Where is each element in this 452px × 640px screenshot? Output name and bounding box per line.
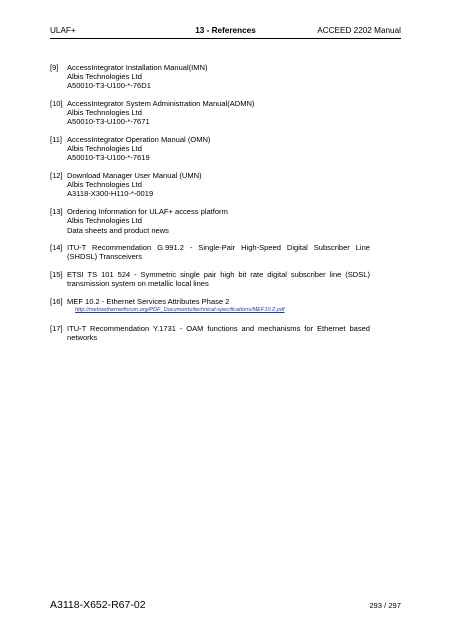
reference-number: [13] [50,207,63,217]
reference-number: [16] [50,297,63,307]
reference-publisher: Albis Technologies Ltd [67,144,142,154]
reference-link[interactable]: http://metroethernetforum.org/PDF_Documents/technical-specifications/MEF10.2.pdf [75,307,285,314]
reference-item-13 [50,207,370,234]
reference-title: MEF 10.2 - Ethernet Services Attributes Phase 2 [67,297,230,307]
reference-title: AccessIntegrator Installation Manual(IMN) [67,63,208,72]
reference-title: AccessIntegrator Operation Manual (OMN) [67,135,211,145]
header-divider [50,38,401,39]
header-product: ULAF+ [50,26,76,35]
reference-item-17 [50,324,370,342]
reference-number: [14] [50,243,63,253]
reference-doc-id: A50010-T3-U100-*-7671 [67,117,150,127]
reference-doc-id: A50010-T3-U100-*-76D1 [67,81,151,91]
reference-item-15 [50,270,370,288]
reference-item-9 [50,63,370,90]
reference-text: ITU-T Recommendation Y.1731 - OAM functions and mechanisms for Ethernet based networks [67,324,370,343]
reference-text: ETSI TS 101 524 - Symmetric single pair high bit rate digital subscriber line (SDSL) transmission system on metallic local lines [67,270,370,289]
reference-number: [15] [50,270,63,280]
reference-item-14 [50,243,370,261]
reference-number: [10] [50,99,63,109]
header-manual-title: ACCEED 2202 Manual [317,26,401,35]
reference-publisher: Albis Technologies Ltd [67,72,142,82]
reference-item-16 [50,297,370,315]
page-header [50,25,401,37]
reference-number: [9] [50,63,59,72]
reference-number: [12] [50,171,63,181]
reference-title: AccessIntegrator System Administration Manual(ADMN) [67,99,255,109]
reference-item-11 [50,135,370,162]
header-chapter-title: 13 - References [195,26,256,35]
reference-number: [17] [50,324,63,334]
reference-text: ITU-T Recommendation G.991.2 - Single-Pair High-Speed Digital Subscriber Line (SHDSL) Transceivers [67,243,370,262]
reference-doc-id: A50010-T3-U100-*-7619 [67,153,150,163]
reference-number: [11] [50,135,63,145]
reference-publisher: Albis Technologies Ltd [67,180,142,190]
reference-publisher: Albis Technologies Ltd [67,108,142,118]
reference-item-10 [50,99,370,126]
reference-title: Ordering Information for ULAF+ access platform [67,207,228,217]
footer-page-number: 293 / 297 [369,601,401,610]
reference-note: Data sheets and product news [67,225,169,235]
reference-list [50,63,370,351]
footer-document-number: A3118-X652-R67-02 [50,599,146,611]
reference-title: Download Manager User Manual (UMN) [67,171,202,181]
reference-doc-id: A3118-X300-H110-*-0019 [67,189,154,199]
reference-publisher: Albis Technologies Ltd [67,216,142,226]
reference-item-12 [50,171,370,198]
